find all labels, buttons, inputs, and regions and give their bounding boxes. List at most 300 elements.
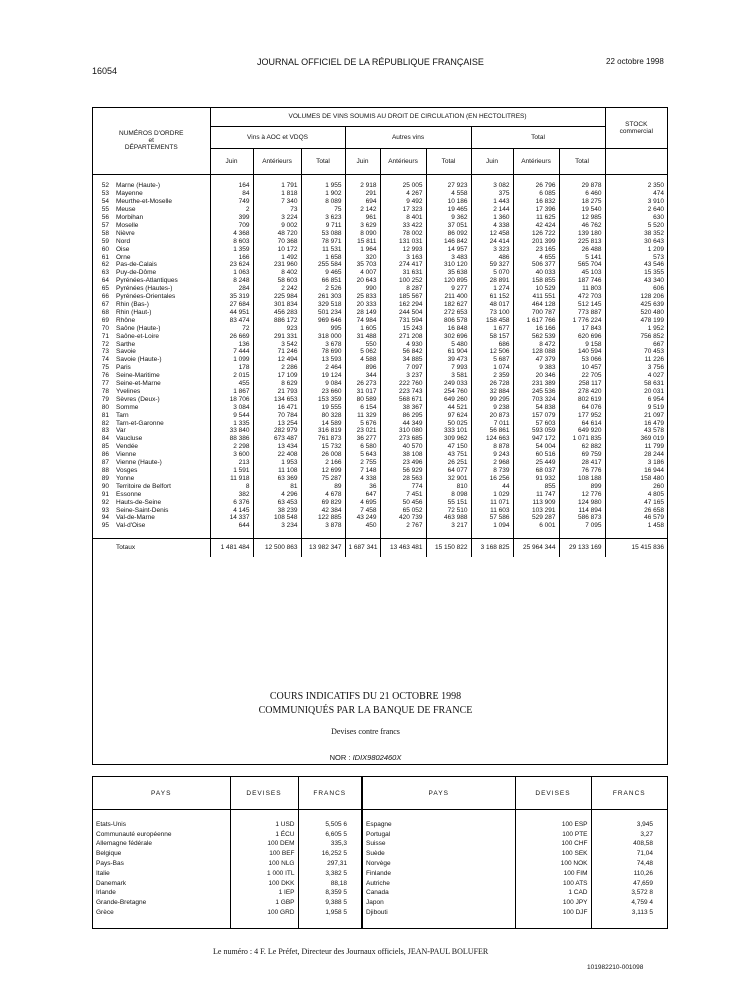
total-total: 26 488 <box>559 246 605 254</box>
stock-commercial: 1 458 <box>605 522 667 530</box>
aoc-total: 1 658 <box>301 254 345 262</box>
autres-anterieurs: 40 570 <box>380 443 426 451</box>
total-anterieurs: 411 551 <box>513 293 559 301</box>
aoc-total: 1 955 <box>301 182 345 190</box>
stock-commercial: 630 <box>605 214 667 222</box>
autres-total: 3 581 <box>426 372 471 380</box>
table-row <box>93 522 667 530</box>
dept-number: 52 <box>101 182 109 190</box>
aoc-anterieurs: 291 331 <box>253 333 301 341</box>
autres-total: 72 510 <box>426 507 471 515</box>
currency-code: 1 IEP <box>230 888 298 898</box>
header-autres: Autres vins <box>345 126 471 148</box>
total-juin: 58 157 <box>471 333 513 341</box>
total-total: 10 457 <box>559 364 605 372</box>
aoc-total: 75 <box>301 206 345 214</box>
aoc-anterieurs: 1 953 <box>253 459 301 467</box>
total-total: 620 696 <box>559 333 605 341</box>
dept-number: 74 <box>101 356 109 364</box>
dept-number: 57 <box>101 221 109 229</box>
currency-table <box>92 776 668 929</box>
stock-commercial: 47 165 <box>605 499 667 507</box>
autres-juin: 291 <box>345 190 380 198</box>
total-juin: 124 663 <box>471 435 513 443</box>
autres-anterieurs: 185 567 <box>380 293 426 301</box>
total-anterieurs: 128 088 <box>513 348 559 356</box>
dept-name: Rhône <box>116 316 136 324</box>
total-total: 5 141 <box>559 254 605 262</box>
table-row <box>93 412 667 420</box>
currency-rate: 6,605 5 <box>298 830 362 840</box>
autres-anterieurs: 23 496 <box>380 459 426 467</box>
aoc-total: 53 088 <box>301 230 345 238</box>
total-juin: 12 458 <box>471 230 513 238</box>
stock-commercial: 9 519 <box>605 404 667 412</box>
currency-rate: 3,113 5 <box>591 908 667 918</box>
aoc-total: 255 584 <box>301 261 345 269</box>
total-anterieurs: 68 037 <box>513 467 559 475</box>
autres-total: 86 092 <box>426 230 471 238</box>
autres-anterieurs: 12 993 <box>380 246 426 254</box>
country-name: Italie <box>96 869 110 877</box>
aoc-total: 969 646 <box>301 317 345 325</box>
total-anterieurs: 23 165 <box>513 246 559 254</box>
autres-anterieurs: 223 743 <box>380 388 426 396</box>
stock-commercial: 128 206 <box>605 293 667 301</box>
aoc-juin: 6 376 <box>210 499 253 507</box>
autres-total: 35 638 <box>426 269 471 277</box>
stock-commercial: 38 352 <box>605 230 667 238</box>
autres-juin: 20 333 <box>345 301 380 309</box>
aoc-total: 761 873 <box>301 435 345 443</box>
dept-number: 60 <box>101 245 109 253</box>
aoc-anterieurs: 22 408 <box>253 451 301 459</box>
autres-juin: 43 249 <box>345 514 380 522</box>
aoc-juin: 399 <box>210 214 253 222</box>
autres-juin: 2 918 <box>345 182 380 190</box>
dept-name: Mayenne <box>116 190 143 198</box>
dept-number: 92 <box>101 498 109 506</box>
aoc-anterieurs: 301 834 <box>253 301 301 309</box>
autres-anterieurs: 222 760 <box>380 380 426 388</box>
table-row <box>93 254 667 262</box>
dept-number: 86 <box>101 451 109 459</box>
currency-rate: 297,31 <box>298 859 362 869</box>
aoc-juin: 136 <box>210 341 253 349</box>
total-juin: 2 968 <box>471 459 513 467</box>
total-anterieurs: 506 377 <box>513 261 559 269</box>
autres-anterieurs: 65 052 <box>380 507 426 515</box>
autres-anterieurs: 3 163 <box>380 254 426 262</box>
total-anterieurs: 20 346 <box>513 372 559 380</box>
autres-juin: 961 <box>345 214 380 222</box>
total-anterieurs: 464 128 <box>513 301 559 309</box>
totals-autres-juin: 1 687 341 <box>345 539 380 558</box>
autres-total: 463 988 <box>426 514 471 522</box>
aoc-anterieurs: 4 296 <box>253 491 301 499</box>
aoc-total: 26 008 <box>301 451 345 459</box>
dept-number: 59 <box>101 237 109 245</box>
autres-juin: 3 629 <box>345 222 380 230</box>
autres-total: 32 901 <box>426 475 471 483</box>
header-stock: STOCK <box>625 120 648 128</box>
aoc-anterieurs: 225 984 <box>253 293 301 301</box>
autres-juin: 5 643 <box>345 451 380 459</box>
dept-number: 85 <box>101 443 109 451</box>
stock-commercial: 1 209 <box>605 246 667 254</box>
currency-rate: 3,945 <box>591 820 667 830</box>
autres-total: 14 957 <box>426 246 471 254</box>
aoc-total: 2 464 <box>301 364 345 372</box>
total-total: 11 803 <box>559 285 605 293</box>
dept-number: 70 <box>101 324 109 332</box>
autres-total: 302 696 <box>426 333 471 341</box>
table-row <box>93 380 667 388</box>
aoc-anterieurs: 48 720 <box>253 230 301 238</box>
table-row <box>93 333 667 341</box>
aoc-anterieurs: 673 487 <box>253 435 301 443</box>
autres-juin: 28 149 <box>345 309 380 317</box>
aoc-juin: 9 544 <box>210 412 253 420</box>
table-row <box>93 269 667 277</box>
dept-name: Territoire de Belfort <box>116 482 171 490</box>
dept-number: 54 <box>101 198 109 206</box>
stock-commercial: 474 <box>605 190 667 198</box>
total-juin: 24 414 <box>471 238 513 246</box>
stock-commercial: 11 799 <box>605 443 667 451</box>
autres-juin: 15 811 <box>345 238 380 246</box>
autres-juin: 36 <box>345 483 380 491</box>
dept-name: Nord <box>116 237 131 245</box>
autres-juin: 2 755 <box>345 459 380 467</box>
total-total: 899 <box>559 483 605 491</box>
aoc-total: 11 531 <box>301 246 345 254</box>
aoc-juin: 644 <box>210 522 253 530</box>
table-row <box>93 404 667 412</box>
autres-total: 5 480 <box>426 341 471 349</box>
country-name: Portugal <box>362 830 515 840</box>
aoc-anterieurs: 63 369 <box>253 475 301 483</box>
dept-number: 56 <box>101 214 109 222</box>
stock-commercial: 6 954 <box>605 396 667 404</box>
aoc-total: 78 971 <box>301 238 345 246</box>
header-aoc: Vins à AOC et VDQS <box>210 126 345 148</box>
dept-number: 95 <box>101 522 109 530</box>
total-juin: 11 071 <box>471 499 513 507</box>
autres-total: 146 842 <box>426 238 471 246</box>
table-row <box>93 293 667 301</box>
autres-juin: 5 062 <box>345 348 380 356</box>
aoc-juin: 11 918 <box>210 475 253 483</box>
table-row <box>93 198 667 206</box>
dept-name: Seine-et-Marne <box>116 380 161 388</box>
autres-juin: 6 154 <box>345 404 380 412</box>
stock-commercial: 43 546 <box>605 261 667 269</box>
total-total: 586 873 <box>559 514 605 522</box>
total-juin: 1 029 <box>471 491 513 499</box>
dept-name: Meuse <box>116 206 136 214</box>
table-row <box>93 261 667 269</box>
total-total: 140 594 <box>559 348 605 356</box>
country-name: Etats-Unis <box>96 820 126 828</box>
table-row <box>93 325 667 333</box>
aoc-anterieurs: 282 979 <box>253 427 301 435</box>
table-row <box>93 364 667 372</box>
aoc-anterieurs: 38 239 <box>253 507 301 515</box>
total-total: 225 813 <box>559 238 605 246</box>
autres-juin: 20 643 <box>345 277 380 285</box>
autres-anterieurs: 273 685 <box>380 435 426 443</box>
journal-date: 22 octobre 1998 <box>606 57 664 66</box>
autres-total: 43 751 <box>426 451 471 459</box>
aoc-juin: 35 319 <box>210 293 253 301</box>
dept-number: 71 <box>101 332 109 340</box>
autres-anterieurs: 56 929 <box>380 467 426 475</box>
aoc-anterieurs: 886 172 <box>253 317 301 325</box>
totals-row <box>93 539 667 558</box>
total-total: 108 188 <box>559 475 605 483</box>
dept-name: Vienne <box>116 451 137 459</box>
autres-juin: 6 580 <box>345 443 380 451</box>
dept-name: Savoie <box>116 348 136 356</box>
total-anterieurs: 593 059 <box>513 427 559 435</box>
autres-juin: 1 964 <box>345 246 380 254</box>
header-total: Total <box>426 148 471 174</box>
dept-name: Pyrénées (Hautes-) <box>116 285 173 293</box>
autres-total: 9 362 <box>426 214 471 222</box>
aoc-juin: 44 951 <box>210 309 253 317</box>
total-total: 46 762 <box>559 222 605 230</box>
total-anterieurs: 10 529 <box>513 285 559 293</box>
stock-commercial: 4 027 <box>605 372 667 380</box>
total-total: 565 704 <box>559 261 605 269</box>
dept-number: 72 <box>101 340 109 348</box>
stock-commercial: 15 355 <box>605 269 667 277</box>
total-juin: 44 <box>471 483 513 491</box>
autres-juin: 26 273 <box>345 380 380 388</box>
total-juin: 20 873 <box>471 412 513 420</box>
aoc-anterieurs: 8 402 <box>253 269 301 277</box>
aoc-anterieurs: 13 434 <box>253 443 301 451</box>
total-total: 64 076 <box>559 404 605 412</box>
table-row <box>93 435 667 443</box>
header-commercial: commercial <box>619 127 653 135</box>
currency-code: 1 ÉCU <box>230 830 298 840</box>
wine-table-header <box>93 108 667 174</box>
aoc-juin: 178 <box>210 364 253 372</box>
autres-juin: 5 676 <box>345 420 380 428</box>
autres-total: 3 217 <box>426 522 471 530</box>
aoc-anterieurs: 70 784 <box>253 412 301 420</box>
total-total: 1 071 835 <box>559 435 605 443</box>
total-juin: 5 687 <box>471 356 513 364</box>
total-anterieurs: 700 787 <box>513 309 559 317</box>
aoc-juin: 72 <box>210 325 253 333</box>
autres-juin: 1 605 <box>345 325 380 333</box>
header-francs: FRANCS <box>298 777 362 810</box>
total-juin: 1 443 <box>471 198 513 206</box>
autres-total: 47 150 <box>426 443 471 451</box>
stock-commercial: 58 631 <box>605 380 667 388</box>
currency-rate: 335,3 <box>298 839 362 849</box>
autres-total: 39 473 <box>426 356 471 364</box>
table-row <box>93 459 667 467</box>
autres-anterieurs: 4 930 <box>380 341 426 349</box>
aoc-total: 15 732 <box>301 443 345 451</box>
currency-rate: 3,572 8 <box>591 888 667 898</box>
currency-rate: 1,958 5 <box>298 908 362 918</box>
country-name: Suisse <box>362 839 515 849</box>
total-anterieurs: 60 516 <box>513 451 559 459</box>
dept-name: Sèvres (Deux-) <box>116 395 160 403</box>
currency-code: 100 NLG <box>230 859 298 869</box>
aoc-anterieurs: 134 653 <box>253 396 301 404</box>
autres-total: 50 025 <box>426 420 471 428</box>
stock-commercial: 3 910 <box>605 198 667 206</box>
dept-number: 67 <box>101 300 109 308</box>
autres-total: 211 400 <box>426 293 471 301</box>
dept-number: 73 <box>101 348 109 356</box>
dept-name: Paris <box>116 364 131 372</box>
total-anterieurs: 6 001 <box>513 522 559 530</box>
aoc-anterieurs: 7 340 <box>253 198 301 206</box>
dept-name: Marne (Haute-) <box>116 182 161 190</box>
currency-code: 100 SEK <box>515 849 591 859</box>
aoc-total: 2 526 <box>301 285 345 293</box>
total-anterieurs: 529 287 <box>513 514 559 522</box>
aoc-juin: 709 <box>210 222 253 230</box>
total-juin: 73 100 <box>471 309 513 317</box>
dept-name: Pas-de-Calais <box>116 261 157 269</box>
total-total: 114 894 <box>559 507 605 515</box>
header-devises: DEVISES <box>230 777 298 810</box>
dept-name: Vosges <box>116 467 138 475</box>
aoc-anterieurs: 12 494 <box>253 356 301 364</box>
total-anterieurs: 91 932 <box>513 475 559 483</box>
dept-name: Seine-Saint-Denis <box>116 506 169 514</box>
aoc-juin: 88 386 <box>210 435 253 443</box>
aoc-juin: 23 624 <box>210 261 253 269</box>
autres-anterieurs: 33 422 <box>380 222 426 230</box>
autres-juin: 36 277 <box>345 435 380 443</box>
autres-anterieurs: 2 767 <box>380 522 426 530</box>
autres-anterieurs: 244 504 <box>380 309 426 317</box>
table-row <box>93 372 667 380</box>
dept-name: Seine-Maritime <box>116 372 160 380</box>
aoc-total: 12 699 <box>301 467 345 475</box>
total-total: 278 420 <box>559 388 605 396</box>
autres-anterieurs: 15 243 <box>380 325 426 333</box>
aoc-anterieurs: 923 <box>253 325 301 333</box>
total-anterieurs: 4 655 <box>513 254 559 262</box>
table-row <box>93 348 667 356</box>
header-pays: PAYS <box>93 777 230 810</box>
currency-code: 100 CHF <box>515 839 591 849</box>
dept-name: Pyrénées-Atlantiques <box>116 277 178 285</box>
total-juin: 57 586 <box>471 514 513 522</box>
autres-anterieurs: 56 842 <box>380 348 426 356</box>
autres-juin: 11 329 <box>345 412 380 420</box>
dept-number: 78 <box>101 387 109 395</box>
currency-code: 1 USD <box>230 820 298 830</box>
header-numeros: NUMÉROS D'ORDRE <box>119 130 184 138</box>
aoc-total: 3 623 <box>301 214 345 222</box>
total-anterieurs: 54 838 <box>513 404 559 412</box>
table-row <box>93 356 667 364</box>
autres-total: 9 277 <box>426 285 471 293</box>
header-juin: Juin <box>210 148 253 174</box>
total-anterieurs: 158 855 <box>513 277 559 285</box>
dept-name: Vendée <box>116 443 139 451</box>
aoc-anterieurs: 1 818 <box>253 190 301 198</box>
autres-total: 3 483 <box>426 254 471 262</box>
total-total: 53 066 <box>559 356 605 364</box>
total-juin: 2 359 <box>471 372 513 380</box>
header-juin: Juin <box>345 148 380 174</box>
total-total: 472 703 <box>559 293 605 301</box>
total-anterieurs: 231 389 <box>513 380 559 388</box>
header-total: Total <box>301 148 345 174</box>
autres-total: 16 848 <box>426 325 471 333</box>
currency-table-body <box>93 810 667 928</box>
currency-row <box>93 839 667 849</box>
autres-anterieurs: 9 492 <box>380 198 426 206</box>
country-name: Japon <box>362 898 515 908</box>
aoc-total: 9 711 <box>301 222 345 230</box>
total-juin: 56 861 <box>471 427 513 435</box>
stock-commercial: 30 643 <box>605 238 667 246</box>
total-total: 512 145 <box>559 301 605 309</box>
autres-anterieurs: 310 080 <box>380 427 426 435</box>
table-row <box>93 230 667 238</box>
nor-label: NOR : <box>329 753 351 762</box>
aoc-juin: 3 600 <box>210 451 253 459</box>
autres-anterieurs: 28 563 <box>380 475 426 483</box>
stock-commercial: 606 <box>605 285 667 293</box>
currency-rate: 3,27 <box>591 830 667 840</box>
aoc-total: 9 465 <box>301 269 345 277</box>
stock-commercial: 43 340 <box>605 277 667 285</box>
total-juin: 2 144 <box>471 206 513 214</box>
autres-juin: 4 338 <box>345 475 380 483</box>
autres-total: 8 098 <box>426 491 471 499</box>
header-et: et <box>148 137 154 145</box>
table-row <box>93 475 667 483</box>
aoc-anterieurs: 73 <box>253 206 301 214</box>
total-total: 76 776 <box>559 467 605 475</box>
aoc-juin: 2 <box>210 206 253 214</box>
dept-name: Val-d'Oise <box>116 522 146 530</box>
autres-juin: 25 833 <box>345 293 380 301</box>
total-anterieurs: 54 004 <box>513 443 559 451</box>
table-row <box>93 514 667 522</box>
country-name: Irlande <box>96 889 116 897</box>
aoc-anterieurs: 3 224 <box>253 214 301 222</box>
autres-juin: 4 695 <box>345 499 380 507</box>
country-name: Canada <box>362 888 515 898</box>
country-name: Suède <box>362 849 515 859</box>
table-row <box>93 451 667 459</box>
total-juin: 1 074 <box>471 364 513 372</box>
autres-juin: 896 <box>345 364 380 372</box>
aoc-total: 13 593 <box>301 356 345 364</box>
currency-code: 100 DEM <box>230 839 298 849</box>
autres-juin: 7 148 <box>345 467 380 475</box>
country-name: Grande-Bretagne <box>96 899 147 907</box>
header-anterieurs: Antérieurs <box>380 148 426 174</box>
dept-name: Vaucluse <box>116 435 143 443</box>
total-total: 17 843 <box>559 325 605 333</box>
